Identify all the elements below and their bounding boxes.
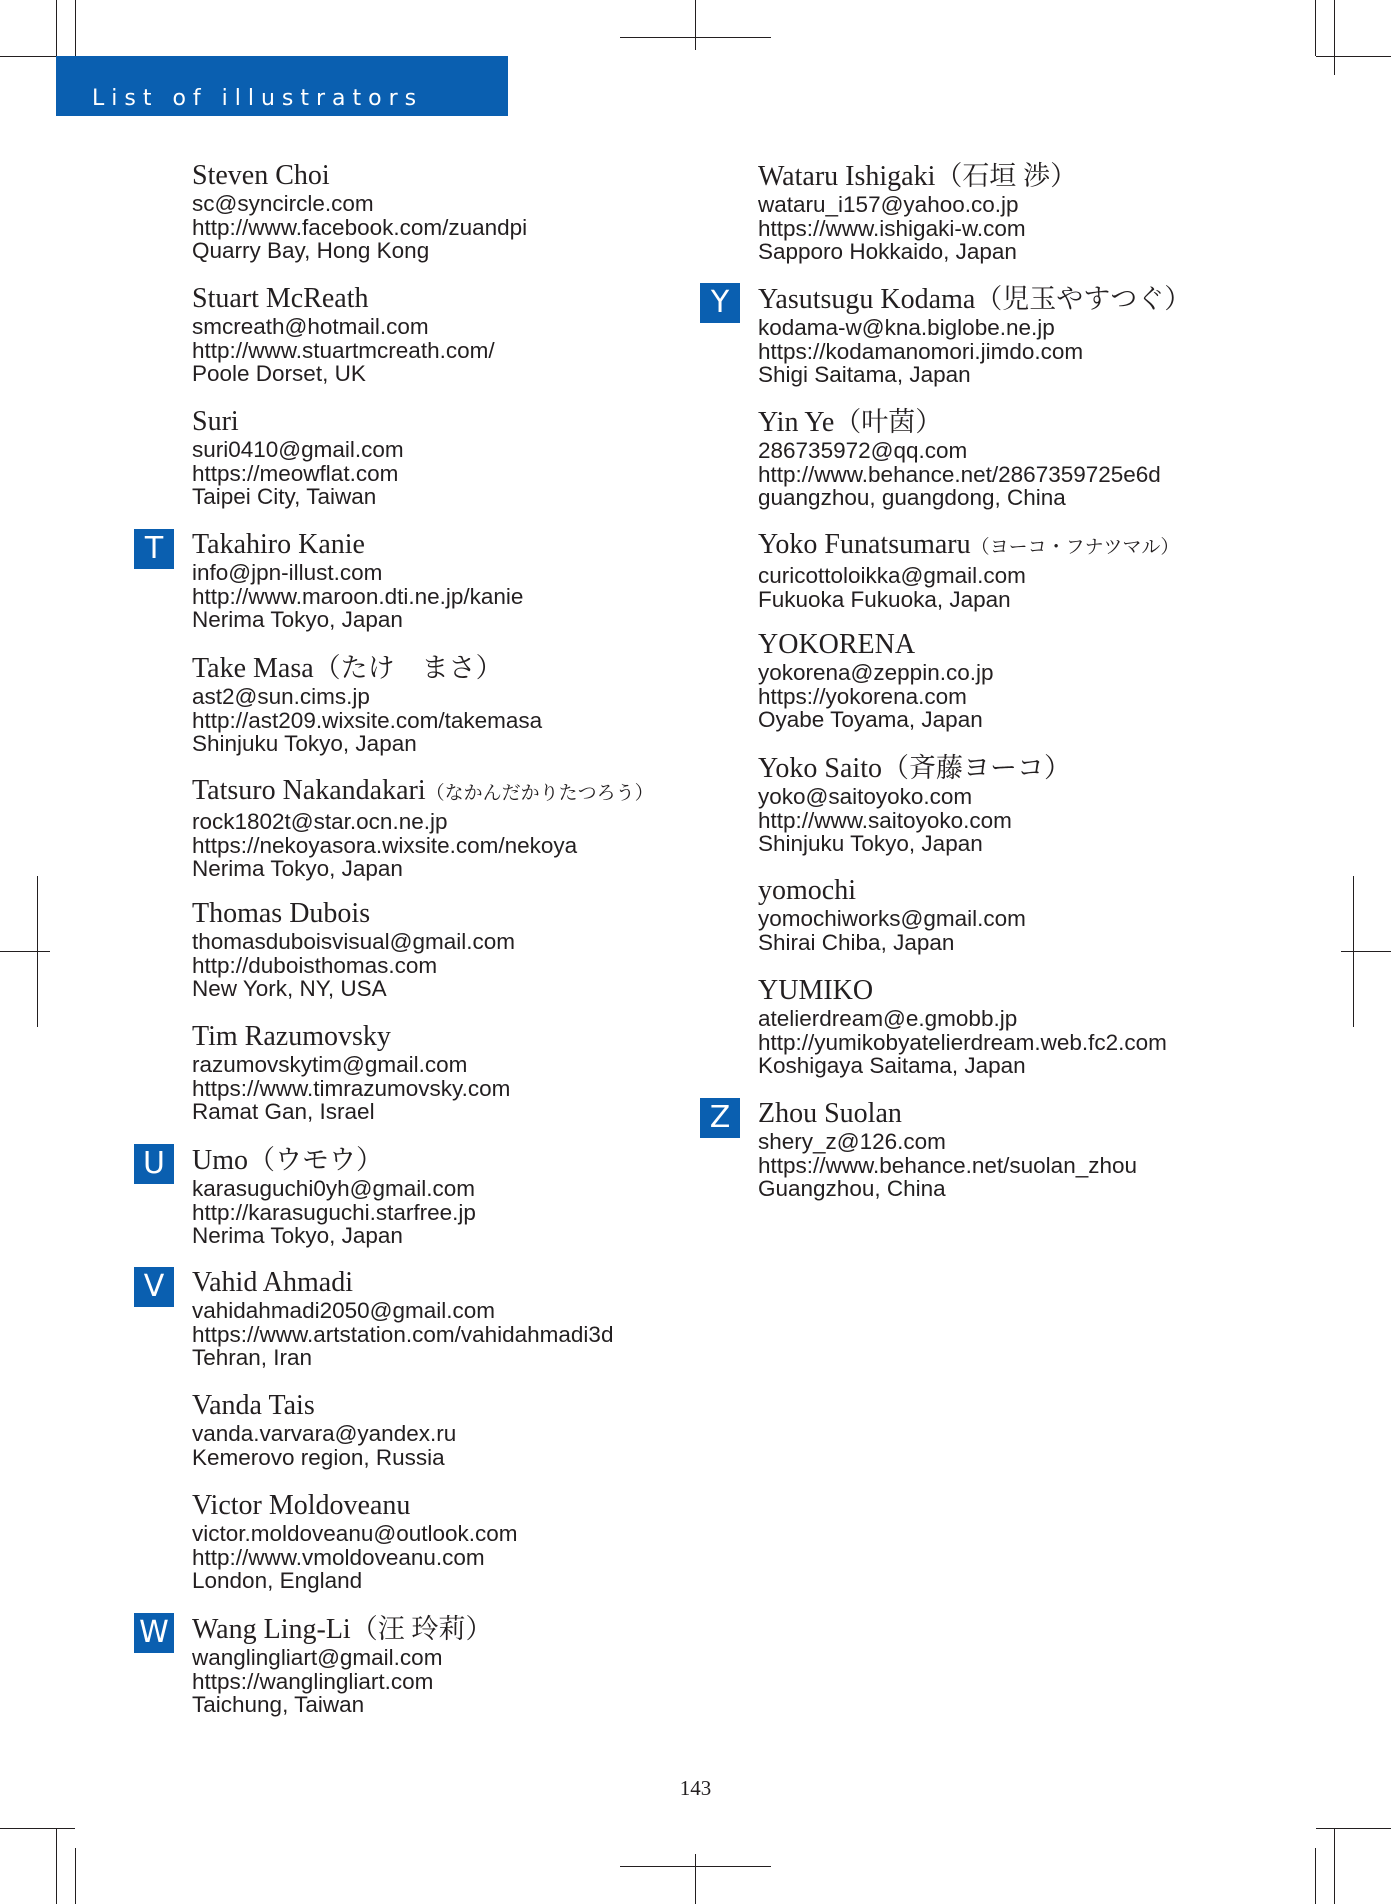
email-link[interactable]: smcreath@hotmail.com (192, 314, 429, 339)
location-text: Kemerovo region, Russia (192, 1444, 445, 1470)
location-text: Nerima Tokyo, Japan (192, 607, 403, 632)
illustrator-entry-take-masa (192, 652, 712, 775)
illustrator-name (192, 1490, 712, 1522)
location-text: Koshigaya Saitama, Japan (758, 1053, 1026, 1078)
location-text: Shinjuku Tokyo, Japan (192, 731, 417, 756)
location-text: Ramat Gan, Israel (192, 1099, 375, 1124)
location-text: guangzhou, guangdong, China (758, 485, 1066, 510)
illustrator-name (192, 283, 712, 315)
website-link[interactable]: http://karasuguchi.starfree.jp (192, 1199, 476, 1225)
email-link[interactable]: wataru_i157@yahoo.co.jp (758, 192, 1019, 217)
website-link[interactable]: https://www.artstation.com/vahidahmadi3d (192, 1321, 614, 1347)
illustrator-name-latin: Yoko Funatsumaru (758, 529, 971, 560)
section-letter-badge: W (134, 1613, 174, 1653)
website-link[interactable]: https://www.timrazumovsky.com (192, 1075, 511, 1101)
email-link[interactable]: curicottoloikka@gmail.com (758, 563, 1026, 588)
illustrator-name (192, 898, 712, 930)
illustrator-name-japanese: （石垣 渉） (935, 161, 1078, 191)
website-link[interactable]: https://www.behance.net/suolan_zhou (758, 1152, 1138, 1178)
email-link[interactable]: rock1802t@star.ocn.ne.jp (192, 809, 448, 834)
location-text: Tehran, Iran (192, 1345, 313, 1370)
email-link[interactable]: kodama-w@kna.biglobe.ne.jp (758, 315, 1055, 340)
website-link[interactable]: http://duboisthomas.com (192, 952, 438, 978)
illustrator-name-latin: Take Masa (192, 653, 314, 684)
website-link[interactable]: http://yumikobyatelierdream.web.fc2.com (758, 1029, 1167, 1055)
illustrator-name-latin: Victor Moldoveanu (192, 1490, 411, 1521)
email-link[interactable]: wanglingliart@gmail.com (192, 1645, 443, 1670)
illustrator-name (192, 1390, 712, 1422)
illustrator-name-japanese: （なかんだかりたつろう） (425, 783, 654, 804)
email-link[interactable]: razumovskytim@gmail.com (192, 1052, 468, 1077)
email-link[interactable]: thomasduboisvisual@gmail.com (192, 929, 515, 954)
illustrator-name (192, 160, 712, 192)
email-link[interactable]: vahidahmadi2050@gmail.com (192, 1298, 496, 1323)
location-text: Taichung, Taiwan (192, 1692, 365, 1717)
illustrator-entry-yomochi (758, 875, 1318, 975)
illustrator-entry-steven-choi (192, 160, 712, 283)
illustrator-name-latin: Stuart McReath (192, 283, 369, 314)
illustrator-name-japanese: （叶茵） (834, 407, 943, 437)
illustrator-name-latin: YOKORENA (758, 629, 916, 660)
illustrator-name (192, 1144, 712, 1177)
section-letter-badge: Z (700, 1098, 740, 1138)
illustrator-entry-yin-ye (758, 406, 1318, 529)
illustrator-entry-zhou-suolan (709, 1098, 1318, 1221)
location-text: New York, NY, USA (192, 976, 387, 1001)
location-text: Quarry Bay, Hong Kong (192, 238, 430, 263)
illustrator-name-japanese: （斉藤ヨーコ） (881, 753, 1071, 783)
page-number: 143 (679, 1776, 712, 1800)
email-link[interactable]: yokorena@zeppin.co.jp (758, 660, 994, 685)
illustrator-entry-wang-ling-li (139, 1613, 712, 1736)
illustrator-name-japanese: （ウモウ） (248, 1145, 383, 1175)
illustrator-entry-thomas-dubois (192, 898, 712, 1021)
website-link[interactable]: http://www.vmoldoveanu.com (192, 1544, 485, 1570)
illustrator-entry-yasutsugu-kodama (710, 283, 1318, 406)
illustrator-name-latin: Thomas Dubois (192, 898, 371, 929)
website-link[interactable]: https://nekoyasora.wixsite.com/nekoya (192, 832, 578, 858)
illustrator-name (758, 1098, 1318, 1130)
email-link[interactable]: shery_z@126.com (758, 1129, 946, 1154)
illustrator-entry-tatsuro-nakandakari (192, 775, 712, 898)
website-link[interactable]: http://www.maroon.dti.ne.jp/kanie (192, 583, 524, 609)
email-link[interactable]: info@jpn-illust.com (192, 560, 383, 585)
illustrator-entry-victor-moldoveanu (192, 1490, 712, 1613)
email-link[interactable]: suri0410@gmail.com (192, 437, 404, 462)
email-link[interactable]: yomochiworks@gmail.com (758, 906, 1026, 931)
location-text: Shirai Chiba, Japan (758, 929, 955, 955)
location-text: Sapporo Hokkaido, Japan (758, 239, 1017, 264)
illustrator-entry-tim-razumovsky (192, 1021, 712, 1144)
illustrator-name (192, 406, 712, 438)
illustrator-name (192, 529, 712, 561)
website-link[interactable]: http://www.stuartmcreath.com/ (192, 337, 495, 363)
illustrator-name-latin: Suri (192, 406, 239, 437)
email-link[interactable]: yoko@saitoyoko.com (758, 784, 973, 809)
section-letter-badge: T (134, 529, 174, 569)
website-link[interactable]: http://www.saitoyoko.com (758, 807, 1012, 833)
illustrator-name-latin: Vahid Ahmadi (192, 1267, 353, 1298)
illustrator-name-latin: Umo (192, 1145, 248, 1176)
section-letter-badge: V (134, 1267, 174, 1307)
illustrator-name (758, 752, 1318, 785)
website-link[interactable]: https://www.ishigaki-w.com (758, 215, 1026, 241)
illustrator-entry-yumiko (758, 975, 1318, 1098)
illustrator-name-japanese: （たけ まさ） (313, 653, 503, 683)
illustrator-name (758, 529, 1318, 564)
illustrator-name-latin: Tatsuro Nakandakari (192, 775, 426, 806)
illustrator-name-latin: Steven Choi (192, 160, 330, 191)
illustrator-entry-stuart-mcreath (192, 283, 712, 406)
website-link[interactable]: http://ast209.wixsite.com/takemasa (192, 707, 543, 733)
email-link[interactable]: sc@syncircle.com (192, 191, 374, 216)
illustrator-name-latin: Wang Ling-Li (192, 1614, 351, 1645)
section-letter-badge: U (134, 1144, 174, 1184)
page-title: List of illustrators (92, 86, 424, 111)
illustrator-name-latin: Yin Ye (758, 407, 835, 438)
illustrator-name (758, 283, 1318, 316)
illustrator-name-japanese: （汪 玲莉） (350, 1614, 493, 1644)
illustrator-name (192, 775, 712, 810)
email-link[interactable]: atelierdream@e.gmobb.jp (758, 1006, 1018, 1031)
illustrator-name (192, 1613, 712, 1646)
location-text: Nerima Tokyo, Japan (192, 856, 403, 881)
illustrator-entry-yoko-funatsumaru (758, 529, 1318, 629)
illustrator-entry-yokorena (758, 629, 1318, 752)
website-link[interactable]: http://www.facebook.com/zuandpi (192, 214, 528, 240)
left-column (139, 160, 712, 1736)
illustrator-entry-yoko-saito (758, 752, 1318, 875)
location-text: Shigi Saitama, Japan (758, 362, 971, 387)
illustrator-name-latin: Takahiro Kanie (192, 529, 365, 560)
illustrator-entry-umo (143, 1144, 712, 1267)
location-text: Shinjuku Tokyo, Japan (758, 831, 983, 856)
website-link[interactable]: https://wanglingliart.com (192, 1668, 434, 1694)
location-text: Oyabe Toyama, Japan (758, 707, 983, 732)
illustrator-entry-wataru-ishigaki (758, 160, 1318, 283)
location-text: London, England (192, 1568, 363, 1593)
email-link[interactable]: 286735972@qq.com (758, 438, 968, 463)
illustrator-entry-vanda-tais (192, 1390, 712, 1490)
email-link[interactable]: vanda.varvara@yandex.ru (192, 1421, 457, 1446)
illustrator-name-latin: yomochi (758, 875, 856, 906)
website-link[interactable]: https://meowflat.com (192, 460, 399, 486)
illustrator-name-latin: Yoko Saito (758, 753, 882, 784)
email-link[interactable]: ast2@sun.cims.jp (192, 684, 370, 709)
illustrator-name (192, 652, 712, 685)
illustrator-name (758, 629, 1318, 661)
illustrator-name-latin: Wataru Ishigaki (758, 161, 936, 192)
illustrator-name (758, 160, 1318, 193)
illustrator-name (758, 975, 1318, 1007)
right-column (709, 160, 1318, 1221)
website-link[interactable]: http://www.behance.net/2867359725e6d (758, 461, 1161, 487)
illustrator-name-latin: Zhou Suolan (758, 1098, 902, 1129)
illustrator-name-latin: Yasutsugu Kodama (758, 284, 976, 315)
location-text: Poole Dorset, UK (192, 361, 366, 386)
illustrator-name (192, 1021, 712, 1053)
illustrator-name-latin: Vanda Tais (192, 1390, 315, 1421)
email-link[interactable]: karasuguchi0yh@gmail.com (192, 1176, 475, 1201)
illustrator-entry-takahiro-kanie (144, 529, 712, 652)
illustrator-name-latin: YUMIKO (758, 975, 874, 1006)
illustrator-name (192, 1267, 712, 1299)
email-link[interactable]: victor.moldoveanu@outlook.com (192, 1521, 518, 1546)
illustrator-name-japanese: （児玉やすつぐ） (975, 284, 1192, 314)
illustrator-name-latin: Tim Razumovsky (192, 1021, 391, 1052)
website-link[interactable]: https://yokorena.com (758, 683, 967, 709)
location-text: Fukuoka Fukuoka, Japan (758, 586, 1011, 612)
illustrator-name-japanese: （ヨーコ・フナツマル） (970, 537, 1180, 558)
illustrator-name (758, 875, 1318, 907)
section-letter-badge: Y (700, 283, 740, 323)
website-link[interactable]: https://kodamanomori.jimdo.com (758, 338, 1084, 364)
location-text: Guangzhou, China (758, 1176, 946, 1201)
location-text: Nerima Tokyo, Japan (192, 1223, 403, 1248)
location-text: Taipei City, Taiwan (192, 484, 377, 509)
illustrator-entry-suri (192, 406, 712, 529)
illustrator-entry-vahid-ahmadi (143, 1267, 712, 1390)
illustrator-name (758, 406, 1318, 439)
